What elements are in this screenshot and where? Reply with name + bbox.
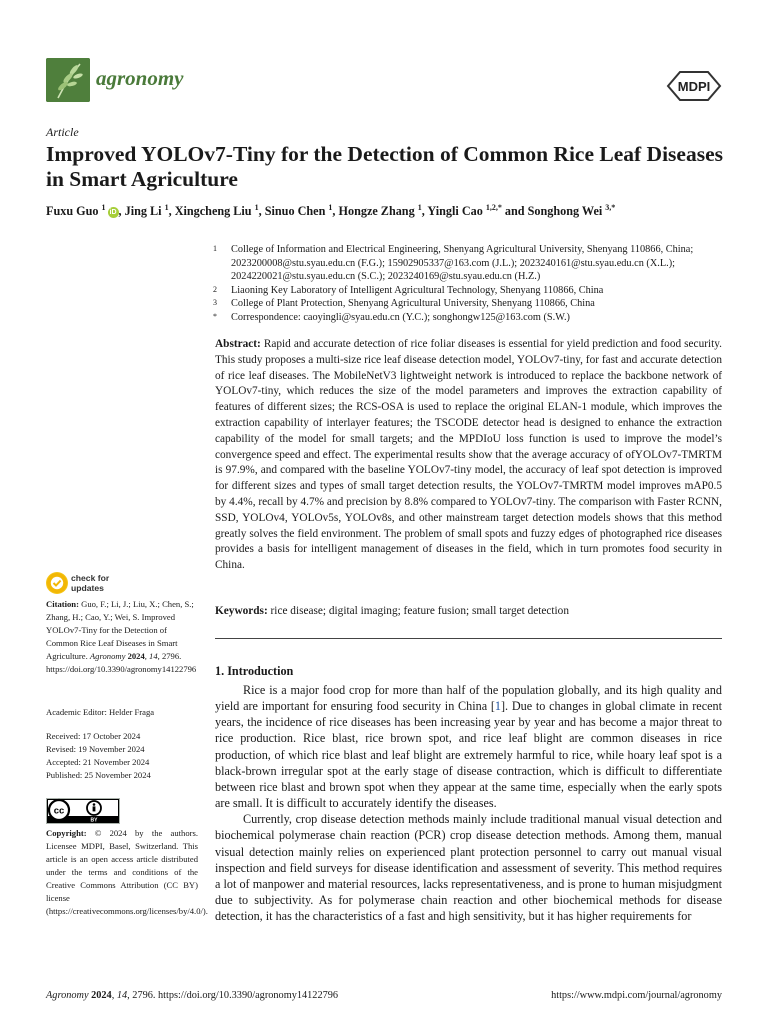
affiliation-text: College of Information and Electrical Engineering, Shenyang Agricultural University, Shenyang 110866, China; 2023200008@stu.syau.edu.cn (F.G.); 15902905337@163.com (J.L.); 2023240161@stu.syau.edu.cn (X.L.); 2024220021@stu.syau.edu.cn (S.C.); 2023240169@stu.syau.edu.cn (H.Z.): [231, 244, 694, 283]
author-name: Jing Li: [124, 204, 165, 219]
body-text: [215, 682, 722, 924]
author-name: Sinuo Chen: [264, 204, 329, 219]
affiliation-number: 3: [213, 298, 217, 308]
citation-volume: 14: [149, 651, 158, 661]
paper-title: Improved YOLOv7-Tiny for the Detection of Common Rice Leaf Diseases in Smart Agriculture: [46, 142, 723, 191]
updates-label: updates: [71, 583, 104, 593]
author-affiliation-mark: 1: [164, 203, 169, 212]
affiliation-text: Liaoning Key Laboratory of Intelligent Agricultural Technology, Shenyang 110866, China: [231, 284, 604, 296]
academic-editor: Academic Editor: Helder Fraga: [46, 707, 155, 717]
citation-text: Guo, F.; Li, J.; Liu, X.; Chen, S.; Zhang, H.; Cao, Y.; Wei, S. Improved YOLOv7-Tiny for the Detection of Common Rice Leaf Diseases in Smart Agriculture.: [46, 599, 194, 661]
paragraph: Currently, crop disease detection methods mainly include traditional manual visual detection and biochemical polymerase chain reaction (PCR) crop disease detection methods. Among them, manual visual detection mainly relies on experienced plant protection personnel to carry out manual visual inspection and field surveys for disease identification and assessment of severity. This method requires a lot of manpower and material resources, lacks representativeness, and is prone to human misjudgment due to subjectivity. As for polymerase chain reaction and other biochemical methods for disease detection, it has the characteristics of a fast and high sensitivity, but it has higher requirements for: [215, 812, 722, 924]
affiliation-text: College of Plant Protection, Shenyang Agricultural University, Shenyang 110866, China: [231, 298, 595, 310]
journal-header: [46, 58, 722, 108]
paragraph: Rice is a major food crop for more than half of the population globally, and its high quality and yield are important for ensuring food security in China [1]. Due to changes in global climate in recent years, the incidence of rice diseases has been increasing year by year and has become a major threat to rice production. Rice blast, rice brown spot, and rice leaf blight are common diseases in rice production, of which rice blast and leaf blight are extremely harmful to rice, while hoary leaf spot is a black-brown irregular spot at the early stage of disease contraction, which is difficult to differentiate between rice blast and brown spot when they appear at the same time, especially when the early spots are small. It is difficult to accurately identify the diseases.: [215, 683, 722, 811]
accepted-date: Accepted: 21 November 2024: [46, 757, 150, 767]
citation-journal: Agronomy: [89, 651, 126, 661]
author-affiliation-mark: 1: [328, 203, 333, 212]
author-affiliation-mark: 1: [254, 203, 259, 212]
revised-date: Revised: 19 November 2024: [46, 744, 145, 754]
author-name: Yingli Cao: [427, 204, 486, 219]
footer-doi-link[interactable]: , 2796. https://doi.org/10.3390/agronomy14122796: [127, 990, 339, 1001]
keywords: [215, 604, 722, 619]
check-for-updates-button[interactable]: [46, 572, 166, 596]
citation-doi[interactable]: , 2796. https://doi.org/10.3390/agronomy14122796: [46, 651, 197, 674]
reference-link[interactable]: 1: [494, 699, 501, 714]
section-heading: 1. Introduction: [215, 664, 294, 678]
section-divider: [215, 638, 722, 639]
author-list: Fuxu Guo $^1$iD , Jing Li $^1$, Xingcheng Liu $^1$, Sinuo Chen $^1$, Hongze Zhang $^1$, Yingli Cao $^{1,2,*}$ and Songhong Wei $^{3,*}$: [46, 203, 616, 219]
abstract-label: Abstract:: [215, 338, 261, 350]
publisher-name: MDPI: [677, 79, 711, 94]
author-name: Xingcheng Liu: [174, 204, 255, 219]
copyright: [46, 827, 208, 918]
affiliation-text: Correspondence: caoyingli@syau.edu.cn (Y.C.); songhongw125@163.com (S.W.): [231, 311, 570, 323]
orcid-icon[interactable]: iD: [109, 209, 117, 217]
journal-name: agronomy: [96, 66, 184, 90]
check-for-label: check for: [71, 573, 110, 583]
abstract-text: Rapid and accurate detection of rice foliar diseases is essential for yield prediction and food security. This study proposes a multi-size rice leaf disease detection model, YOLOv7-tiny, for fast and accurate detection of rice leaf diseases. The MobileNetV3 lightweight network is introduced to replace the backbone network of YOLOv7-tiny, which reduces the size of the model parameters and improves the extraction capability of features of different sizes; the RCS-OSA is used to replace the original ELAN-1 module, which improves the extraction capability of interlayer features; the TSCODE detector head is designed to enhance the extraction capability of the model for small targets; and the MPDIoU loss function is used to improve the model’s convergence speed and effect. The experimental results show that the average accuracy of ofYOLOv7-TMRTM is 97.9%, and compared with the baseline YOLOv7-tiny model, the accuracy of leaf spot detection is improved for different sizes and types of small target detection results, the YOLOv7-TMRTM model improves mAP0.5 by 4.4%, recall by 4.7% and precision by 8.8% compared to YOLOv7-tiny. The comparison with Faster RCNN, SSD, YOLOv4, YOLOv5s, YOLOv8s, and other mainstream target detection models shows that this method greatly solves the field environment. The problem of small spots and fuzzy edges of photographed rice diseases provides a basis for intelligent management of diseases in the field, which in turn promotes food security in China.: [215, 338, 722, 572]
copyright-label: Copyright:: [46, 828, 87, 838]
cc-by-license-icon[interactable]: [46, 798, 120, 824]
received-date: Received: 17 October 2024: [46, 731, 141, 741]
author-name: Hongze Zhang: [338, 204, 418, 219]
keywords-text: rice disease; digital imaging; feature fusion; small target detection: [270, 605, 569, 617]
affiliation-number: *: [213, 311, 217, 321]
affiliations: [213, 243, 723, 325]
abstract: [215, 337, 722, 574]
author-affiliation-mark: 3,*: [605, 203, 616, 212]
author-affiliation-mark: 1,2,*: [485, 203, 502, 212]
author-affiliation-mark: 1: [101, 203, 106, 212]
author-affiliation-mark: 1: [417, 203, 422, 212]
published-date: Published: 25 November 2024: [46, 770, 151, 780]
footer-journal-url[interactable]: https://www.mdpi.com/journal/agronomy: [551, 990, 722, 1001]
affiliation-row: [213, 284, 723, 298]
citation-year: 2024: [127, 651, 145, 661]
dates: [46, 730, 198, 782]
affiliation-row: [213, 243, 723, 284]
svg-text:cc: cc: [53, 805, 65, 817]
citation-label: Citation:: [46, 599, 79, 609]
svg-text:BY: BY: [90, 817, 98, 824]
affiliation-row: [213, 297, 723, 311]
article-type: Article: [46, 125, 79, 139]
affiliation-row: [213, 311, 723, 325]
copyright-text: © 2024 by the authors. Licensee MDPI, Basel, Switzerland. This article is an open access article distributed under the terms and conditions of the Creative Commons Attribution (CC BY) license (https://creativecommons.org/licenses/by/4.0/).: [46, 828, 208, 916]
author-name: Fuxu Guo: [46, 204, 102, 219]
keywords-label: Keywords:: [215, 605, 268, 617]
footer-citation: Agronomy 2024, 14, 2796. https://doi.org/10.3390/agronomy14122796: [46, 990, 339, 1001]
check-updates-icon: [46, 572, 68, 594]
mdpi-logo-icon: [666, 70, 722, 102]
citation: Citation: Guo, F.; Li, J.; Liu, X.; Chen, S.; Zhang, H.; Cao, Y.; Wei, S. Improved YOLOv7-Tiny for the Detection of Common Rice Leaf Diseases in Smart Agriculture. Agronomy 2024, 14, 2796. https://doi.org/10.3390/agronomy14122796: [46, 599, 197, 674]
affiliation-number: 2: [213, 284, 217, 294]
author-name: Songhong Wei: [527, 204, 606, 219]
affiliation-number: 1: [213, 244, 217, 253]
journal-logo-icon: [46, 58, 90, 102]
